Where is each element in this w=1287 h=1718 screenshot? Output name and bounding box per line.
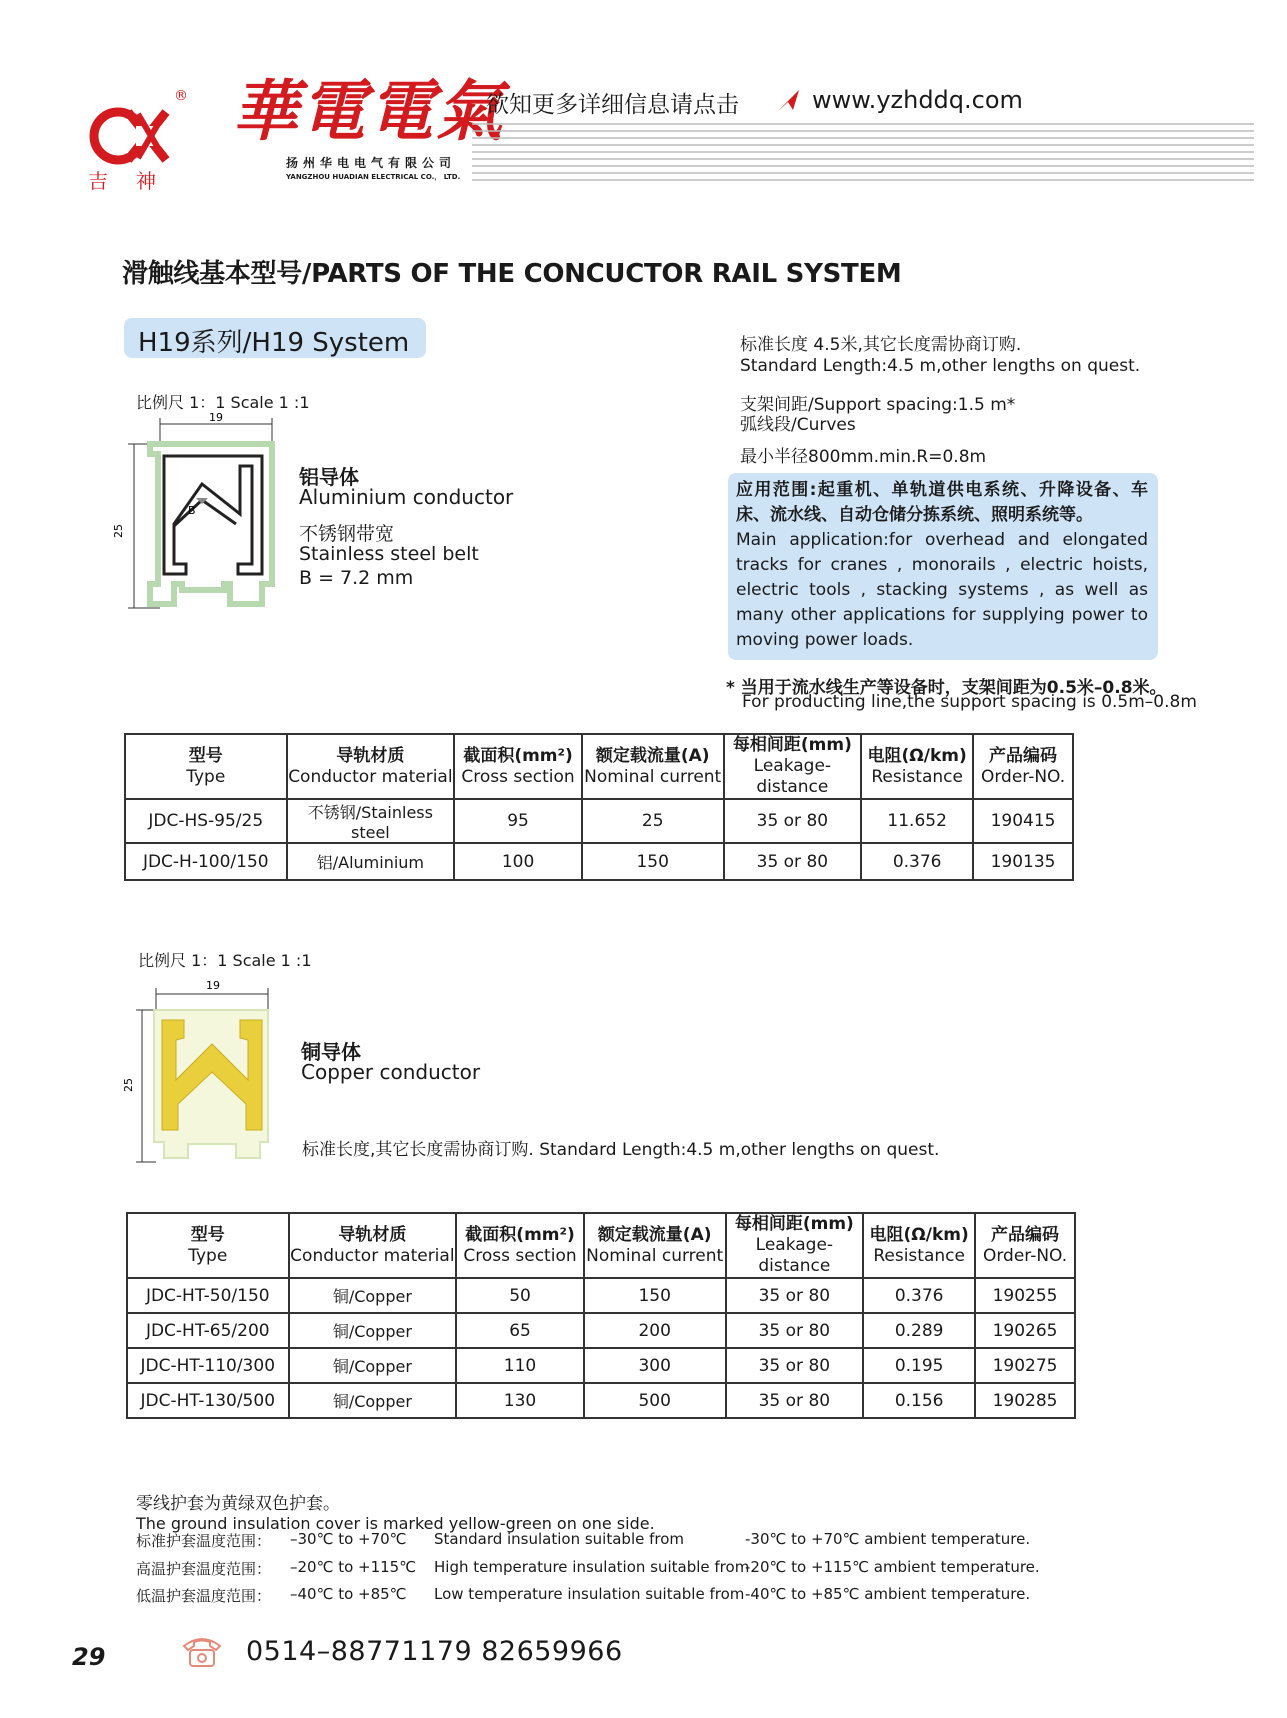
- table-row: [127, 1278, 1075, 1313]
- table-cell: 190265: [975, 1313, 1075, 1348]
- table-cell: 50: [456, 1278, 584, 1313]
- header-cn: 额定载流量(A): [597, 1224, 712, 1245]
- temp-note-cn: 高温护套温度范围：: [136, 1560, 272, 1578]
- company-name-en: YANGZHOU HUADIAN ELECTRICAL CO.， LTD.: [286, 173, 461, 181]
- table-cell: 190415: [973, 799, 1073, 843]
- page-title: 滑触线基本型号/PARTS OF THE CONCUCTOR RAIL SYSTEM: [122, 259, 902, 289]
- table-row: [127, 1348, 1075, 1383]
- table-cell: JDC-HT-50/150: [127, 1278, 289, 1313]
- aluminium-label-en: Aluminium conductor: [299, 485, 514, 509]
- header-en: Order-NO.: [982, 1245, 1068, 1266]
- header-cn: 截面积(mm²): [463, 745, 573, 766]
- std-length-en: Standard Length:4.5 m,other lengths on quest.: [740, 356, 1141, 376]
- table-cell: 200: [584, 1313, 726, 1348]
- registered-mark: ®: [174, 88, 188, 104]
- header-stripes: [472, 122, 1254, 182]
- table-header-cell: [584, 1213, 726, 1278]
- dim-width-text-2: 19: [206, 979, 220, 992]
- table-cell: JDC-H-100/150: [125, 843, 287, 880]
- table-header-cell: [975, 1213, 1075, 1278]
- table-header-cell: [287, 734, 455, 799]
- table-header-cell: [127, 1213, 289, 1278]
- logo-chars: 吉神: [88, 169, 184, 193]
- dim-width-text: 19: [209, 411, 223, 424]
- table-row: [127, 1383, 1075, 1418]
- support-spacing: 支架间距/Support spacing:1.5 m*: [740, 395, 1016, 415]
- header-en: Order-NO.: [980, 766, 1066, 787]
- curves-label: 弧线段/Curves: [740, 415, 856, 435]
- table-header-cell: [289, 1213, 457, 1278]
- header-en: Type: [186, 766, 226, 787]
- scale-label: 比例尺 1：1 Scale 1 :1: [136, 393, 310, 412]
- table-cell: 190135: [973, 843, 1073, 880]
- table-header-cell: [973, 734, 1073, 799]
- company-name-cn: 扬州华电电气有限公司: [286, 156, 457, 170]
- table-header-cell: [863, 1213, 975, 1278]
- temp-note-cn: 低温护套温度范围：: [136, 1587, 272, 1605]
- header-en: Leakage-distance: [755, 1235, 834, 1276]
- table-header-cell: [861, 734, 973, 799]
- series-label: H19系列/H19 System: [138, 328, 410, 358]
- header-en: Nominal current: [584, 766, 722, 787]
- table-cell: JDC-HS-95/25: [125, 799, 287, 843]
- table-cell: 铜/Copper: [289, 1383, 457, 1418]
- header-cn: 导轨材质: [338, 1224, 407, 1245]
- header-cn: 额定载流量(A): [595, 745, 710, 766]
- header-cn: 导轨材质: [336, 745, 405, 766]
- table-cell: 500: [584, 1383, 726, 1418]
- table-cell: 190255: [975, 1278, 1075, 1313]
- table-cell: 35 or 80: [724, 843, 862, 880]
- header-cn: 产品编码: [991, 1224, 1060, 1245]
- header-en: Type: [188, 1245, 228, 1266]
- table-header-cell: [456, 1213, 584, 1278]
- application-en: Main application:for overhead and elongated tracks for cranes , monorails , electric hoists, electric tools , stacking systems , as well as many other applications for supplying power to moving power loads.: [736, 530, 1148, 650]
- temp-note-en: High temperature insulation suitable from: [434, 1558, 750, 1576]
- table-header-cell: [726, 1213, 864, 1278]
- table-cell: 100: [454, 843, 582, 880]
- header-cn: 电阻(Ω/km): [867, 745, 967, 766]
- table-cell: 0.156: [863, 1383, 975, 1418]
- temp-note-cn: 标准护套温度范围：: [136, 1532, 272, 1550]
- company-logo: [88, 96, 170, 174]
- footnote-en: For producting line,the support spacing is 0.5m–0.8m: [742, 692, 1197, 712]
- table-header-cell: [454, 734, 582, 799]
- aluminium-spec-table: [124, 733, 1074, 881]
- table-cell: 25: [582, 799, 724, 843]
- table-cell: 110: [456, 1348, 584, 1383]
- header-en: Cross section: [461, 766, 575, 787]
- table-cell: 95: [454, 799, 582, 843]
- temp-note-range: –20℃ to +115℃: [290, 1558, 417, 1576]
- copper-spec-table: [126, 1212, 1076, 1419]
- ground-note-cn: 零线护套为黄绿双色护套。: [136, 1494, 340, 1514]
- table-cell: 130: [456, 1383, 584, 1418]
- application-text: [736, 478, 1148, 653]
- table-cell: 190275: [975, 1348, 1075, 1383]
- min-radius: 最小半径800mm.min.R=0.8m: [740, 447, 987, 467]
- table-cell: 0.195: [863, 1348, 975, 1383]
- more-info-text: 欲知更多详细信息请点击: [486, 92, 739, 118]
- phone-icon: [180, 1632, 224, 1670]
- table-cell: 不锈钢/Stainless steel: [287, 799, 455, 843]
- table-row: [125, 843, 1073, 880]
- table-cell: 35 or 80: [726, 1383, 864, 1418]
- table-header-cell: [125, 734, 287, 799]
- temp-note-range: –40℃ to +85℃: [290, 1585, 407, 1603]
- dim-b-text: B: [188, 504, 196, 517]
- table-cell: 150: [582, 843, 724, 880]
- table-cell: 铝/Aluminium: [287, 843, 455, 880]
- header-en: Cross section: [463, 1245, 577, 1266]
- table-cell: JDC-HT-110/300: [127, 1348, 289, 1383]
- belt-value: B = 7.2 mm: [299, 567, 414, 589]
- belt-label-cn: 不锈钢带宽: [299, 523, 395, 545]
- table-cell: 铜/Copper: [289, 1313, 457, 1348]
- belt-label-en: Stainless steel belt: [299, 543, 479, 565]
- application-cn: 应用范围:起重机、单轨道供电系统、升降设备、车床、流水线、自动仓储分拣系统、照明系统等。: [736, 480, 1148, 525]
- table-cell: 11.652: [861, 799, 973, 843]
- header-cn: 电阻(Ω/km): [869, 1224, 969, 1245]
- std-length-cn: 标准长度 4.5米,其它长度需协商订购.: [740, 335, 1022, 355]
- table-cell: 190285: [975, 1383, 1075, 1418]
- temp-note-range: –30℃ to +70℃: [290, 1530, 407, 1548]
- table-cell: 铜/Copper: [289, 1348, 457, 1383]
- temp-note-temp: -20℃ to +115℃ ambient temperature.: [745, 1558, 1040, 1576]
- website-link[interactable]: www.yzhddq.com: [812, 86, 1023, 114]
- table-cell: JDC-HT-130/500: [127, 1383, 289, 1418]
- table-cell: 65: [456, 1313, 584, 1348]
- table-cell: 35 or 80: [726, 1313, 864, 1348]
- header-cn: 产品编码: [989, 745, 1058, 766]
- table-header-cell: [582, 734, 724, 799]
- dim-height-text: 25: [112, 524, 125, 538]
- table-cell: 35 or 80: [726, 1348, 864, 1383]
- header-cn: 型号: [190, 1224, 225, 1245]
- table-row: [125, 799, 1073, 843]
- header-cn: 型号: [188, 745, 223, 766]
- phone-numbers: 0514–88771179 82659966: [246, 1636, 623, 1667]
- header-cn: 截面积(mm²): [465, 1224, 575, 1245]
- copper-std-length: 标准长度,其它长度需协商订购. Standard Length:4.5 m,other lengths on quest.: [302, 1140, 940, 1160]
- table-cell: 0.376: [863, 1278, 975, 1313]
- brand-name: 華電電氣: [232, 72, 504, 150]
- header-en: Leakage-distance: [753, 756, 832, 797]
- header-cn: 每相间距(mm): [732, 735, 852, 755]
- aluminium-profile-diagram: [112, 411, 284, 614]
- table-cell: 0.376: [861, 843, 973, 880]
- copper-label-cn: 铜导体: [301, 1040, 361, 1064]
- table-header-cell: [724, 734, 862, 799]
- copper-label-en: Copper conductor: [301, 1060, 481, 1084]
- header-en: Nominal current: [586, 1245, 724, 1266]
- arrow-icon: [775, 88, 801, 114]
- scale-label-2: 比例尺 1：1 Scale 1 :1: [138, 951, 312, 970]
- copper-profile-diagram: [124, 980, 284, 1170]
- header-en: Conductor material: [288, 766, 453, 787]
- aluminium-label-cn: 铝导体: [299, 465, 359, 489]
- table-cell: 35 or 80: [726, 1278, 864, 1313]
- header-cn: 每相间距(mm): [734, 1214, 854, 1234]
- table-row: [127, 1313, 1075, 1348]
- table-cell: 铜/Copper: [289, 1278, 457, 1313]
- page-number: 29: [72, 1643, 106, 1671]
- table-cell: 150: [584, 1278, 726, 1313]
- header-en: Resistance: [871, 766, 963, 787]
- table-cell: 0.289: [863, 1313, 975, 1348]
- table-cell: 35 or 80: [724, 799, 862, 843]
- temp-note-en: Low temperature insulation suitable from: [434, 1585, 745, 1603]
- footnote-cn: * 当用于流水线生产等设备时，支架间距为0.5米–0.8米。: [726, 678, 1167, 698]
- ground-note-en: The ground insulation cover is marked yellow-green on one side.: [136, 1514, 655, 1533]
- table-cell: 300: [584, 1348, 726, 1383]
- header-en: Resistance: [873, 1245, 965, 1266]
- temp-note-temp: -40℃ to +85℃ ambient temperature.: [745, 1585, 1031, 1603]
- table-cell: JDC-HT-65/200: [127, 1313, 289, 1348]
- dim-height-text-2: 25: [122, 1078, 135, 1092]
- header-en: Conductor material: [290, 1245, 455, 1266]
- insulation-notes: [136, 1489, 655, 1533]
- temp-note-en: Standard insulation suitable from: [434, 1530, 685, 1548]
- temp-note-temp: -30℃ to +70℃ ambient temperature.: [745, 1530, 1031, 1548]
